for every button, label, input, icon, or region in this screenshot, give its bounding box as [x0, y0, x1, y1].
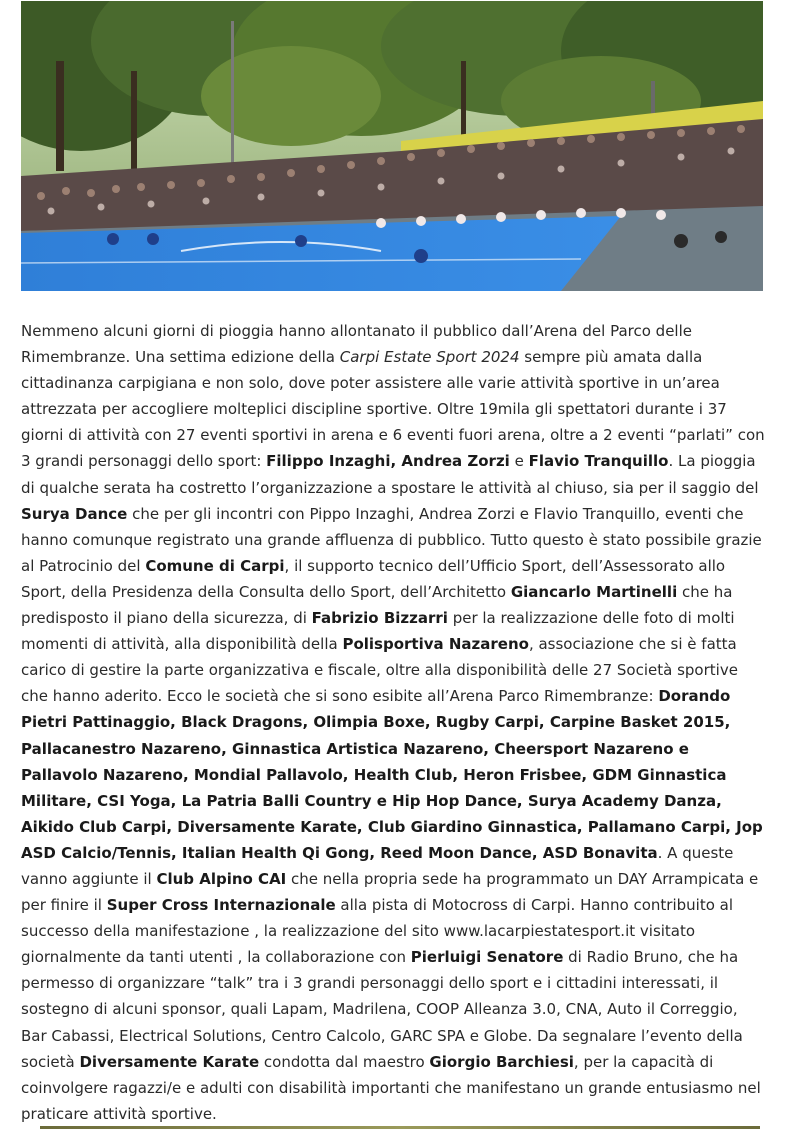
crowd-arena-icon: [21, 1, 763, 291]
bold-text: Club Alpino CAI: [156, 869, 287, 888]
bold-text: Flavio Tranquillo: [528, 452, 669, 471]
article-paragraph: [21, 318, 767, 1127]
bold-text: Fabrizio Bizzarri: [311, 609, 448, 628]
body-text: di Radio Bruno, che ha permesso di organizzare “talk” tra i 3 grandi personaggi dello sport e i cittadini interessati, il sostegno di alcuni sponsor, quali Lapam, Madrilena, COOP Alleanza 3.0, CNA, Auto il Correggio, Bar Cabassi, Electrical Solutions, Centro Calcolo, GARC SPA e Globe. Da segnalare l’evento della società: [21, 948, 743, 1071]
event-photo: [21, 1, 763, 291]
body-text: condotta dal maestro: [259, 1052, 430, 1071]
bold-text: Super Cross Internazionale: [106, 896, 336, 915]
body-text: che ha predisposto il piano della sicurezza, di: [21, 582, 733, 628]
bold-text: Giancarlo Martinelli: [510, 582, 678, 601]
bold-text: Comune di Carpi: [145, 556, 285, 575]
body-text: . La pioggia di qualche serata ha costretto l’organizzazione a spostare le attività al chiuso, sia per il saggio del: [21, 452, 759, 497]
body-text: Nemmeno alcuni giorni di pioggia hanno allontanato il pubblico dall’Arena del Parco delle Rimembranze. Una settima edizione della: [21, 322, 692, 367]
bold-text: Pierluigi Senatore: [410, 948, 564, 967]
bold-text: Filippo Inzaghi, Andrea Zorzi: [266, 452, 510, 471]
bold-text: Polisportiva Nazareno: [342, 635, 529, 654]
bold-text: Surya Dance: [21, 504, 128, 523]
italic-text: Carpi Estate Sport 2024: [339, 348, 520, 367]
body-text: per la realizzazione delle foto di molti momenti di attività, alla disponibilità della: [21, 609, 735, 654]
footer-divider: [40, 1126, 760, 1129]
body-text: , associazione che si è fatta carico di gestire la parte organizzativa e fiscale, oltre alla disponibilità delle 27 Società sportive che hanno aderito. Ecco le società che si sono esibite all’Arena Parco Rimembranze:: [21, 635, 738, 706]
body-text: , il supporto tecnico dell’Ufficio Sport, dell’Assessorato allo Sport, della Presidenza della Consulta dello Sport, dell’Architetto: [21, 556, 726, 601]
body-text: alla pista di Motocross di Carpi. Hanno contribuito al successo della manifestazione , la realizzazione del sito www.lacarpiestatesport.it visitato giornalmente da tanti utenti , la collaborazione con: [21, 896, 734, 967]
body-text: sempre più amata dalla cittadinanza carpigiana e non solo, dove poter assistere alle varie attività sportive in un’area attrezzata per accogliere molteplici discipline sportive. Oltre 19mila gli spettatori durante i 37 giorni di attività con 27 eventi sportivi in arena e 6 eventi fuori arena, oltre a 2 eventi “parlati” con 3 grandi personaggi dello sport:: [21, 348, 765, 471]
bold-text: Giorgio Barchiesi: [429, 1052, 574, 1071]
body-text: , per la capacità di coinvolgere ragazzi/e e adulti con disabilità importanti che manifestano un grande entusiasmo nel praticare attività sportive.: [21, 1052, 761, 1123]
article-body: [21, 318, 767, 1127]
body-text: e: [509, 452, 529, 471]
bold-text: Dorando Pietri Pattinaggio, Black Dragons, Olimpia Boxe, Rugby Carpi, Carpine Basket 2015, Pallacanestro Nazareno, Ginnastica Artistica Nazareno, Cheersport Nazareno e Pallavolo Nazareno, Mondial Pallavolo, Health Club, Heron Frisbee, GDM Ginnastica Militare, CSI Yoga, La Patria Balli Country e Hip Hop Dance, Surya Academy Danza, Aikido Club Carpi, Diversamente Karate, Club Giardino Ginnastica, Pallamano Carpi, Jop ASD Calcio/Tennis, Italian Health Qi Gong, Reed Moon Dance, ASD Bonavita: [21, 687, 763, 862]
body-text: che nella propria sede ha programmato un DAY Arrampicata e per finire il: [21, 869, 759, 915]
body-text: . A queste vanno aggiunte il: [21, 843, 734, 888]
body-text: che per gli incontri con Pippo Inzaghi, Andrea Zorzi e Flavio Tranquillo, eventi che hanno comunque registrato una grande affluenza di pubblico. Tutto questo è stato possibile grazie al Patrocinio del: [21, 504, 762, 575]
bold-text: Diversamente Karate: [79, 1052, 260, 1071]
